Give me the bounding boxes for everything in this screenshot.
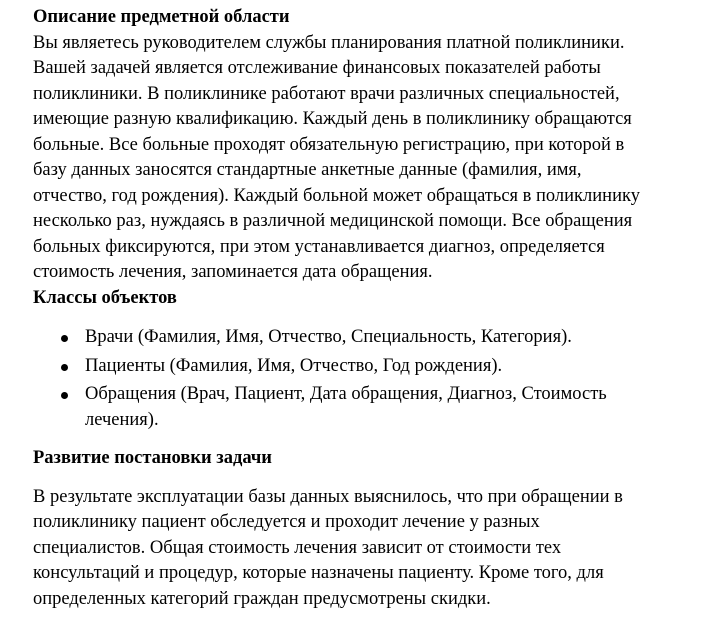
section-heading-domain: Описание предметной области	[33, 7, 290, 27]
bullet-icon	[61, 364, 68, 371]
text-line: В результате эксплуатации базы данных выяснилось, что при обращении в	[33, 486, 623, 507]
text-line: базу данных заносятся стандартные анкетные данные (фамилия, имя,	[33, 160, 582, 180]
object-classes-list	[33, 325, 699, 433]
text-line: больных фиксируются, при этом устанавливается диагноз, определяется	[33, 236, 605, 257]
list-item-text: лечения).	[85, 409, 159, 430]
text-line: стоимость лечения, запоминается дата обращения.	[33, 262, 433, 282]
list-item	[85, 325, 699, 351]
bullet-icon	[61, 392, 68, 399]
text-line: больные. Все больные проходят обязательную регистрацию, при которой в	[33, 134, 625, 155]
development-description	[33, 485, 699, 613]
text-line: отчество, год рождения). Каждый больной может обращаться в поликлинику	[33, 185, 640, 206]
text-line: специалистов. Общая стоимость лечения зависит от стоимости тех	[33, 537, 562, 558]
section-heading-classes: Классы объектов	[33, 287, 177, 308]
text-line: Вы являетесь руководителем службы планирования платной поликлиники.	[33, 32, 625, 53]
text-line: имеющие разную квалификацию. Каждый день в поликлинику обращаются	[33, 109, 632, 129]
list-item-text: Врачи (Фамилия, Имя, Отчество, Специальность, Категория).	[85, 327, 572, 347]
list-item	[85, 354, 699, 380]
text-line: несколько раз, нуждаясь в различной медицинской помощи. Все обращения	[33, 211, 633, 231]
text-line: консультаций и процедур, которые назначены пациенту. Кроме того, для	[33, 563, 604, 583]
text-line: поликлиники. В поликлинике работают врачи различных специальностей,	[33, 83, 620, 104]
list-item	[85, 382, 699, 433]
text-line: Вашей задачей является отслеживание финансовых показателей работы	[33, 58, 601, 78]
list-item-text: Пациенты (Фамилия, Имя, Отчество, Год рождения).	[85, 355, 503, 376]
section-heading-development: Развитие постановки задачи	[33, 448, 272, 468]
domain-description	[33, 31, 699, 286]
bullet-icon	[61, 335, 68, 342]
list-item-text: Обращения (Врач, Пациент, Дата обращения, Диагноз, Стоимость	[85, 384, 607, 404]
text-line: поликлинику пациент обследуется и проходит лечение у разных	[33, 512, 540, 532]
text-line: определенных категорий граждан предусмотрены скидки.	[33, 588, 491, 609]
